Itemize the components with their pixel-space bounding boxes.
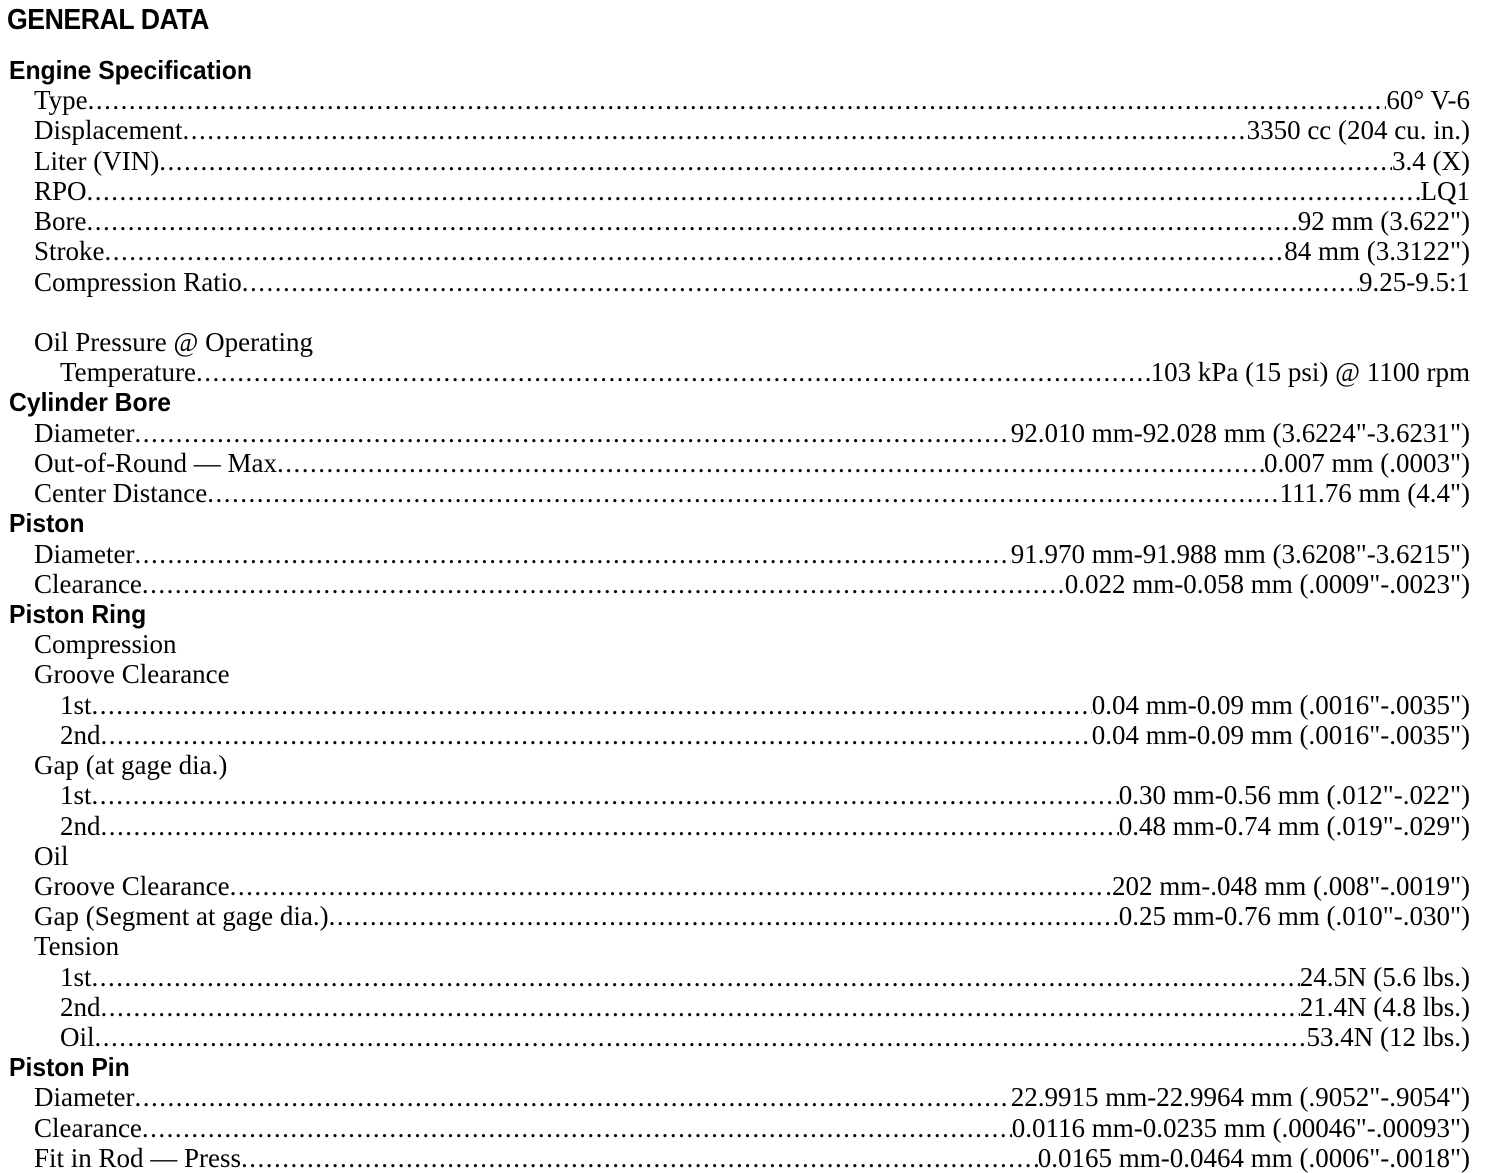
dot-leader	[134, 1082, 1010, 1112]
spec-label: 2nd	[60, 719, 101, 750]
spec-label: Liter (VIN)	[34, 145, 160, 176]
spec-value: 22.9915 mm-22.9964 mm (.9052"-.9054")	[1010, 1082, 1470, 1113]
spec-label: Temperature	[60, 357, 197, 388]
dot-leader	[182, 115, 1246, 145]
spec-label: Type	[34, 85, 88, 116]
spec-label: Stroke	[34, 236, 105, 267]
spec-line	[60, 1022, 1470, 1052]
spec-line	[34, 115, 1470, 145]
spec-value: 0.022 mm-0.058 mm (.0009"-.0023")	[1064, 568, 1470, 599]
spec-line	[34, 478, 1470, 508]
spec-line	[60, 992, 1470, 1022]
spec-line	[34, 418, 1470, 448]
spec-value: 92 mm (3.622")	[1297, 206, 1470, 237]
spec-line	[34, 85, 1470, 115]
spec-value: 91.970 mm-91.988 mm (3.6208"-3.6215")	[1010, 538, 1470, 569]
spec-line	[34, 236, 1470, 266]
spec-label: 2nd	[60, 810, 101, 841]
spec-line	[34, 1082, 1470, 1112]
dot-leader	[134, 418, 1010, 448]
spec-value: 3.4 (X)	[1392, 145, 1470, 176]
spec-value: 0.30 mm-0.56 mm (.012"-.022")	[1118, 780, 1470, 811]
spec-line	[60, 962, 1470, 992]
spec-line	[34, 901, 1470, 931]
dot-leader	[142, 1113, 1012, 1143]
spec-line	[34, 448, 1470, 478]
spec-value: 0.25 mm-0.76 mm (.010"-.030")	[1118, 901, 1470, 932]
spec-label: RPO	[34, 175, 87, 206]
subheading-row	[0, 931, 1504, 961]
subheading-row	[0, 327, 1504, 357]
spec-label: Clearance	[34, 568, 142, 599]
spec-line	[34, 1113, 1470, 1143]
spec-value: 0.48 mm-0.74 mm (.019"-.029")	[1118, 810, 1470, 841]
section-heading: Piston Pin	[9, 1052, 130, 1083]
spec-label: Gap (Segment at gage dia.)	[34, 901, 329, 932]
spec-line	[34, 176, 1470, 206]
subheading: Oil Pressure @ Operating	[34, 326, 314, 357]
spec-row	[0, 690, 1504, 720]
spec-value: 111.76 mm (4.4")	[1279, 478, 1470, 509]
spec-label: Bore	[34, 206, 87, 237]
subheading-row	[0, 659, 1504, 689]
dot-leader	[241, 1143, 1038, 1173]
spec-line	[34, 871, 1470, 901]
spec-value: 21.4N (4.8 lbs.)	[1299, 991, 1470, 1022]
spec-row	[0, 901, 1504, 931]
spec-line	[34, 539, 1470, 569]
spec-value: 0.0165 mm-0.0464 mm (.0006"-.0018")	[1037, 1142, 1470, 1173]
spec-row	[0, 720, 1504, 750]
spec-label: Clearance	[34, 1112, 142, 1143]
spec-value: 92.010 mm-92.028 mm (3.6224"-3.6231")	[1010, 417, 1470, 448]
dot-leader	[95, 1022, 1307, 1052]
spec-label: Fit in Rod — Press	[34, 1142, 242, 1173]
spec-row	[0, 780, 1504, 810]
spec-row	[0, 448, 1504, 478]
spec-line	[34, 267, 1470, 297]
spec-value: .202 mm-.048 mm (.008"-.0019")	[1105, 870, 1470, 901]
spec-label: Center Distance	[34, 478, 208, 509]
spec-label: 1st	[60, 689, 92, 720]
subheading-row	[0, 841, 1504, 871]
dot-leader	[92, 962, 1300, 992]
section-heading-row	[0, 1052, 1504, 1082]
spec-line	[60, 357, 1470, 387]
subheading-row	[0, 750, 1504, 780]
spec-label: Compression Ratio	[34, 266, 242, 297]
spec-line	[60, 811, 1470, 841]
spec-line	[60, 780, 1470, 810]
spec-row	[0, 992, 1504, 1022]
section-heading: Engine Specification	[9, 55, 252, 85]
spec-label: Diameter	[34, 417, 135, 448]
spec-value: LQ1	[1420, 175, 1470, 206]
spec-row	[0, 1082, 1504, 1112]
dot-leader	[230, 871, 1106, 901]
spec-label: 2nd	[60, 991, 101, 1022]
spec-value: 0.0116 mm-0.0235 mm (.00046"-.00093")	[1011, 1112, 1470, 1143]
dot-leader	[277, 448, 1264, 478]
dot-leader	[101, 992, 1300, 1022]
spec-row	[0, 146, 1504, 176]
dot-leader	[329, 901, 1119, 931]
spec-value: 60° V-6	[1386, 85, 1470, 116]
spec-line	[34, 1143, 1470, 1173]
spec-row	[0, 267, 1504, 297]
spec-row	[0, 115, 1504, 145]
spec-line	[34, 206, 1470, 236]
spec-value: 24.5N (5.6 lbs.)	[1299, 961, 1470, 992]
dot-leader	[159, 146, 1392, 176]
spec-row	[0, 478, 1504, 508]
section-heading: Piston	[9, 508, 85, 539]
spec-value: 103 kPa (15 psi) @ 1100 rpm	[1150, 357, 1470, 388]
section-heading: Piston Ring	[9, 598, 147, 629]
subheading: Groove Clearance	[34, 659, 230, 690]
spec-row	[0, 871, 1504, 901]
dot-leader	[88, 85, 1387, 115]
spec-value: 53.4N (12 lbs.)	[1306, 1022, 1470, 1053]
spec-row	[0, 357, 1504, 387]
spec-label: 1st	[60, 961, 92, 992]
section-heading-row	[0, 599, 1504, 629]
dot-leader	[101, 720, 1092, 750]
section-heading-row	[0, 508, 1504, 538]
spec-line	[60, 690, 1470, 720]
spec-value: 3350 cc (204 cu. in.)	[1246, 115, 1470, 146]
dot-leader	[207, 478, 1279, 508]
subheading: Compression	[34, 629, 177, 660]
spec-label: 1st	[60, 780, 92, 811]
spec-row	[0, 962, 1504, 992]
dot-leader	[142, 569, 1065, 599]
spec-row	[0, 569, 1504, 599]
dot-leader	[196, 357, 1151, 387]
section-heading-row	[0, 55, 1504, 85]
dot-leader	[134, 539, 1010, 569]
subheading: Oil	[34, 840, 69, 871]
spec-row	[0, 206, 1504, 236]
section-heading-row	[0, 387, 1504, 417]
spec-row	[0, 85, 1504, 115]
spec-value: 0.04 mm-0.09 mm (.0016"-.0035")	[1091, 719, 1470, 750]
subheading: Gap (at gage dia.)	[34, 750, 228, 781]
spec-row	[0, 811, 1504, 841]
dot-leader	[92, 690, 1092, 720]
spec-line	[34, 569, 1470, 599]
spec-label: Diameter	[34, 538, 135, 569]
spec-row	[0, 236, 1504, 266]
spec-row	[0, 1143, 1504, 1173]
dot-leader	[87, 176, 1421, 206]
spec-value: 0.007 mm (.0003")	[1263, 447, 1470, 478]
dot-leader	[105, 236, 1285, 266]
spec-label: Groove Clearance	[34, 870, 230, 901]
dot-leader	[86, 206, 1297, 236]
subheading-row	[0, 629, 1504, 659]
spec-label: Diameter	[34, 1082, 135, 1113]
subheading: Tension	[34, 931, 120, 962]
spec-row	[0, 1022, 1504, 1052]
dot-leader	[101, 811, 1119, 841]
spec-row	[0, 418, 1504, 448]
spec-row	[0, 539, 1504, 569]
spec-line	[34, 146, 1470, 176]
spec-row	[0, 176, 1504, 206]
spec-value: 0.04 mm-0.09 mm (.0016"-.0035")	[1091, 689, 1470, 720]
spec-line	[60, 720, 1470, 750]
page-title: GENERAL DATA	[7, 4, 209, 36]
spec-row	[0, 1113, 1504, 1143]
spec-label: Oil	[60, 1022, 95, 1053]
dot-leader	[242, 267, 1359, 297]
section-heading: Cylinder Bore	[9, 387, 171, 418]
spec-label: Out-of-Round — Max	[34, 447, 277, 478]
dot-leader	[92, 780, 1119, 810]
spec-label: Displacement	[34, 115, 183, 146]
spec-value: 9.25-9.5:1	[1359, 266, 1470, 297]
spec-value: 84 mm (3.3122")	[1284, 236, 1470, 267]
blank-row	[0, 297, 1504, 327]
